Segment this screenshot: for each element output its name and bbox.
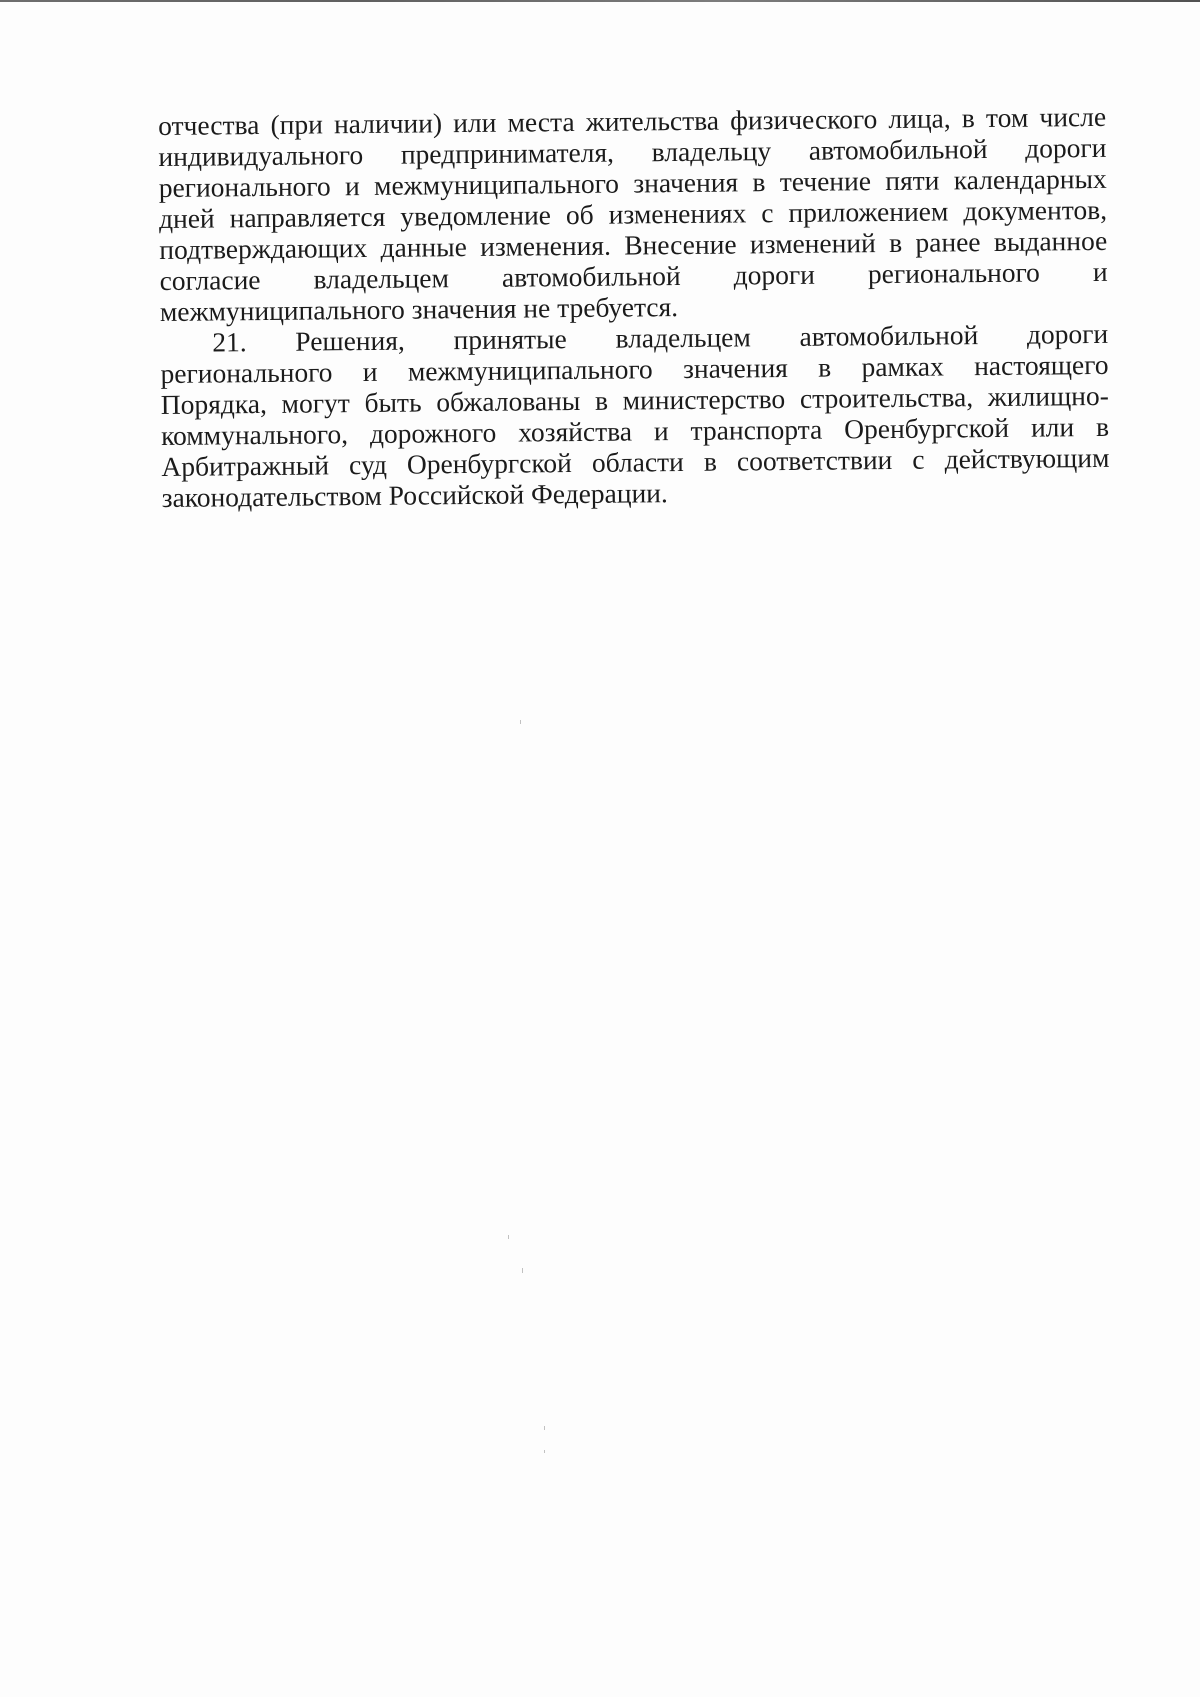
paragraph-2-line: регионального и межмуниципального значения в рамках настоящего: [160, 348, 1109, 389]
paragraph-1-line: подтверждающих данные изменения. Внесение изменений в ранее выданное: [159, 224, 1108, 265]
paragraph-2-line: 21. Решения, принятые владельцем автомобильной дороги: [212, 317, 1109, 358]
paragraph-1-line: индивидуального предпринимателя, владельцу автомобильной дороги: [158, 131, 1107, 172]
paragraph-1-line: согласие владельцем автомобильной дороги регионального и: [159, 255, 1108, 296]
paragraph-1-line: регионального и межмуниципального значения в течение пяти календарных: [158, 162, 1107, 203]
document-body: [158, 101, 1110, 513]
paragraph-1-line: отчества (при наличии) или места жительства физического лица, в том числе: [158, 100, 1107, 141]
paragraph-1-line: дней направляется уведомление об изменениях с приложением документов,: [158, 193, 1108, 234]
scan-speck: [522, 1268, 523, 1273]
paragraph-1: [158, 101, 1108, 327]
paragraph-2-line: Порядка, могут быть обжалованы в министерство строительства, жилищно-: [160, 379, 1109, 420]
paragraph-2-line: коммунального, дорожного хозяйства и транспорта Оренбургской или в: [160, 410, 1110, 451]
paragraph-2-line: законодательством Российской Федерации.: [161, 477, 668, 513]
scan-speck: [520, 720, 521, 724]
scan-speck: [508, 1235, 509, 1239]
paragraph-2: [160, 318, 1110, 513]
paragraph-1-line: межмуниципального значения не требуется.: [159, 291, 679, 327]
scan-speck: [544, 1450, 545, 1453]
paragraph-2-line: Арбитражный суд Оренбургской области в соответствии с действующим: [161, 441, 1110, 482]
scan-speck: [544, 1426, 545, 1430]
scan-top-edge: [0, 0, 1200, 2]
